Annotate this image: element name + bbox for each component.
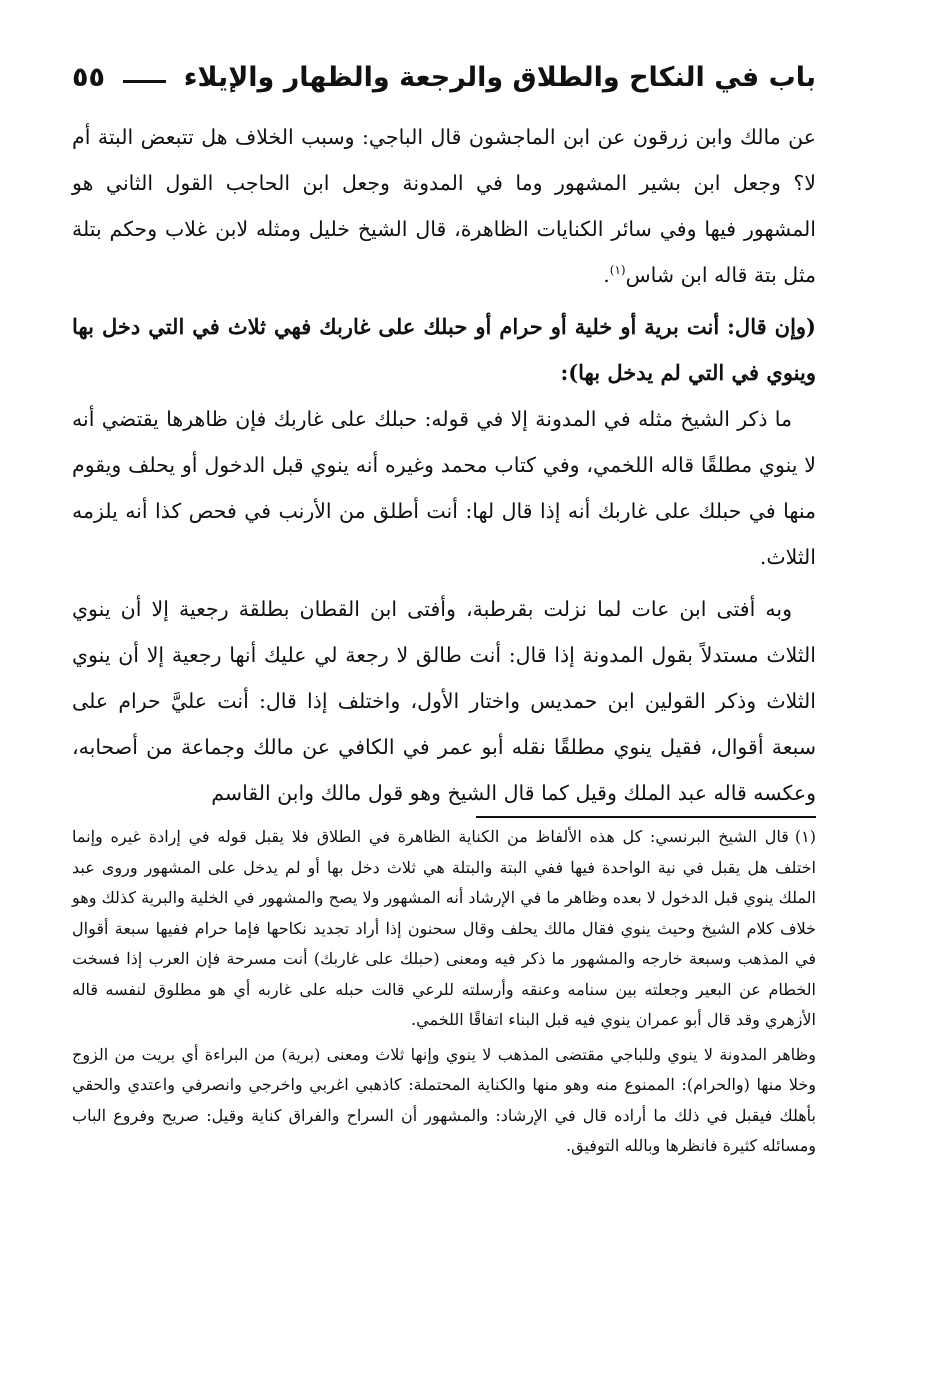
header-rule [123, 80, 166, 83]
paragraph-text: عن مالك وابن زرقون عن ابن الماجشون قال الباجي: وسبب الخلاف هل تتبعض البتة أم لا؟ وجعل ابن بشير المشهور وما في المدونة وجعل ابن الحاجب القول الثاني هو المشهور فيها وفي سائر الكنايات الظاهرة، قال الشيخ خليل ومثله لابن غلاب وحكم بتلة مثل بتة قاله ابن شاس [72, 125, 816, 287]
footnote-marker: (١) [794, 827, 816, 846]
footnotes [72, 822, 816, 1162]
matn-paragraph: (وإن قال: أنت برية أو خلية أو حرام أو حبلك على غاربك فهي ثلاث في التي دخل بها وينوي في التي لم يدخل بها): [72, 314, 816, 385]
page-number: ٥٥ [72, 61, 105, 93]
chapter-title: باب في النكاح والطلاق والرجعة والظهار والإيلاء [183, 61, 816, 93]
footnote [72, 822, 816, 1036]
paragraph-end: . [603, 263, 610, 287]
main-text [72, 114, 816, 816]
paragraph: وبه أفتى ابن عات لما نزلت بقرطبة، وأفتى ابن القطان بطلقة رجعية إلا أن ينوي الثلاث مستدلاً بقول المدونة إذا قال: أنت طالق لا رجعة لي عليك أنها رجعية إلا أن ينوي الثلاث وذكر القولين ابن حمديس واختار الأول، واختلف إذا قال: أنت عليَّ حرام على سبعة أقوال، فقيل ينوي مطلقًا نقله أبو عمر في الكافي عن مالك وجماعة من أصحابه، وعكسه قاله عبد الملك وقيل كما قال الشيخ وهو قول مالك وابن القاسم [72, 597, 816, 805]
footnote-text: قال الشيخ البرنسي: كل هذه الألفاظ من الكناية الظاهرة في الطلاق فلا يقبل قوله في إرادة غيره وإنما اختلف هل يقبل في نية الواحدة فيها ففي البتة والبتلة هي ثلاث دخل بها أو لم يدخل على المشهور وروى عبد الملك ينوي قبل الدخول لا بعده وظاهر ما في الإرشاد أنه المشهور ولا يصح والمشهور في الخلية والبرية كذلك وهو خلاف كلام الشيخ وحيث ينوي فقال مالك يحلف وقال سحنون إذا أراد تجديد نكاحها فإما حرام ففيها سبعة أقوال في المذهب وسبعة خارجه والمشهور ما ذكر فيه ومعنى (حبلك على غاربك) أنت مسرحة فإن العرب إذا فسخت الخطام عن البعير وجعلته بين سنامه وعنقه وأرسلته للرعي قالت حبله على غاربه أي هو مطلوق لنفسه قاله الأزهري وقد قال أبو عمران ينوي فيه قبل البناء اتفاقًا اللخمي. [72, 827, 817, 1029]
paragraph: ما ذكر الشيخ مثله في المدونة إلا في قوله: حبلك على غاربك فإن ظاهرها يقتضي أنه لا ينوي مطلقًا قاله اللخمي، وفي كتاب محمد وغيره أنه ينوي قبل الدخول أو يحلف ويقوم منها في حبلك على غاربك أنه إذا قال لها: أنت أطلق من الأرنب في فحص كذا أنه يلزمه الثلاث. [72, 407, 816, 569]
paragraph [72, 114, 816, 298]
running-header [72, 54, 816, 100]
footnote-reference: (١) [609, 263, 626, 278]
footnote-separator [476, 816, 816, 818]
footnote-continuation: وظاهر المدونة لا ينوي وللباجي مقتضى المذهب لا ينوي وإنها ثلاث ومعنى (برية) من البراءة أي بريت من الزوج وخلا منها (والحرام): الممنوع منه وهو منها والكناية المحتملة: كاذهبي اغربي واخرجي وانصرفي واعتدي والحقي بأهلك فيقبل في ذلك ما أراده قال في الإرشاد: والمشهور أن السراح والفراق كناية وقيل: صريح وفروع الباب ومسائله كثيرة فانظرها وبالله التوفيق. [72, 1044, 817, 1155]
